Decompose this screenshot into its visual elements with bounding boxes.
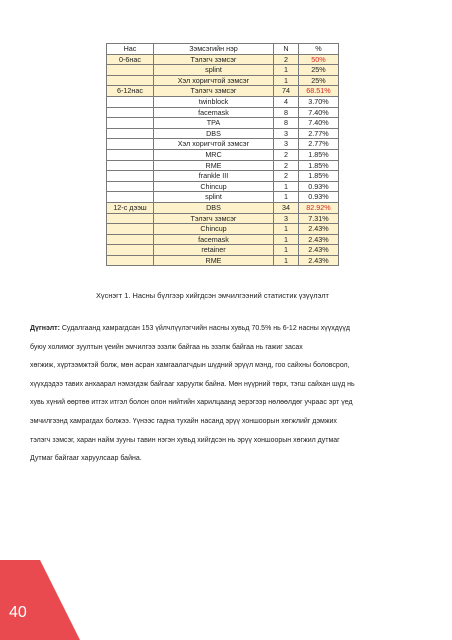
table-row <box>107 202 339 213</box>
count-cell: 2 <box>274 54 299 65</box>
percent-cell: 2.43% <box>299 255 339 266</box>
age-cell <box>107 118 154 129</box>
appliance-cell: Тэлэгч зэмсэг <box>154 54 274 65</box>
age-cell <box>107 128 154 139</box>
appliance-cell: Хэл хоригчтой зэмсэг <box>154 75 274 86</box>
percent-cell: 7.40% <box>299 118 339 129</box>
header-age: Нас <box>107 44 154 55</box>
appliance-cell: frankle III <box>154 171 274 182</box>
page-number: 40 <box>9 604 27 621</box>
count-cell: 3 <box>274 213 299 224</box>
count-cell: 2 <box>274 149 299 160</box>
table-row <box>107 160 339 171</box>
table-row <box>107 54 339 65</box>
percent-cell: 2.43% <box>299 245 339 256</box>
table-row <box>107 75 339 86</box>
age-cell: 12-с дээш <box>107 202 154 213</box>
count-cell: 1 <box>274 65 299 76</box>
appliance-cell: MRC <box>154 149 274 160</box>
count-cell: 1 <box>274 245 299 256</box>
age-cell <box>107 149 154 160</box>
percent-cell: 7.40% <box>299 107 339 118</box>
age-cell <box>107 75 154 86</box>
percent-cell: 0.93% <box>299 181 339 192</box>
percent-cell: 3.70% <box>299 96 339 107</box>
conclusion-line: эмчилгээнд хамрагдах болжээ. Үүнээс гадна тухайн насанд эрүү хоншоорын хөгжлийг дэмжих <box>30 417 337 425</box>
age-cell <box>107 255 154 266</box>
table-row <box>107 107 339 118</box>
percent-cell: 25% <box>299 75 339 86</box>
appliance-cell: twinblock <box>154 96 274 107</box>
conclusion-line: буюу холимог зуултын үеийн эмчилгээ эзэлж байгаа нь эзэлж байгаа нь гажиг засах <box>30 343 303 351</box>
table-row <box>107 234 339 245</box>
age-cell <box>107 65 154 76</box>
table-row <box>107 245 339 256</box>
age-cell <box>107 160 154 171</box>
page-corner-decoration <box>0 560 80 640</box>
appliance-cell: facemask <box>154 107 274 118</box>
appliance-cell: RME <box>154 255 274 266</box>
appliance-cell: retainer <box>154 245 274 256</box>
age-cell <box>107 107 154 118</box>
count-cell: 1 <box>274 255 299 266</box>
table-row <box>107 149 339 160</box>
age-cell <box>107 192 154 203</box>
header-percent: % <box>299 44 339 55</box>
conclusion-line: хүүхдэдээ тавих анхаарал нэмэгдэж байгааг харуулж байна. Мөн нүүрний төрх, тэгш сайхан шүд нь <box>30 380 355 388</box>
conclusion-line: хөгжиж, хүртээмжтэй болж, мөн асран хамгаалагчдын шүдний эрүүл мэнд, гоо сайхны боловсрол, <box>30 362 350 370</box>
appliance-cell: Тэлэгч зэмсэг <box>154 86 274 97</box>
appliance-cell: DBS <box>154 202 274 213</box>
appliance-cell: RME <box>154 160 274 171</box>
percent-cell: 1.85% <box>299 149 339 160</box>
appliance-cell: splint <box>154 192 274 203</box>
appliance-cell: Хэл хоригчтой зэмсэг <box>154 139 274 150</box>
conclusion-line: Судалгаанд хамрагдсан 153 үйлчлүүлэгчийн насны хувьд 70.5% нь 6-12 насны хүүхдүүд <box>59 325 350 332</box>
percent-cell: 1.85% <box>299 160 339 171</box>
table-row <box>107 224 339 235</box>
count-cell: 1 <box>274 75 299 86</box>
percent-cell: 1.85% <box>299 171 339 182</box>
percent-cell: 68.51% <box>299 86 339 97</box>
statistics-table <box>106 43 339 266</box>
count-cell: 3 <box>274 139 299 150</box>
age-cell <box>107 96 154 107</box>
percent-cell: 50% <box>299 54 339 65</box>
table-row <box>107 65 339 76</box>
appliance-cell: TPA <box>154 118 274 129</box>
appliance-cell: Chincup <box>154 224 274 235</box>
table-row <box>107 255 339 266</box>
age-cell: 0-6нас <box>107 54 154 65</box>
table-row <box>107 128 339 139</box>
percent-cell: 25% <box>299 65 339 76</box>
conclusion-label: Дүгнэлт: <box>30 325 60 332</box>
header-appliance: Зэмсэгийн нэр <box>154 44 274 55</box>
table-row <box>107 118 339 129</box>
appliance-cell: splint <box>154 65 274 76</box>
appliance-cell: Тэлэгч зэмсэг <box>154 213 274 224</box>
age-cell: 6-12нас <box>107 86 154 97</box>
count-cell: 4 <box>274 96 299 107</box>
header-n: N <box>274 44 299 55</box>
count-cell: 2 <box>274 160 299 171</box>
percent-cell: 82.92% <box>299 202 339 213</box>
age-cell <box>107 213 154 224</box>
age-cell <box>107 181 154 192</box>
count-cell: 2 <box>274 171 299 182</box>
count-cell: 8 <box>274 107 299 118</box>
count-cell: 3 <box>274 128 299 139</box>
table-row <box>107 139 339 150</box>
count-cell: 34 <box>274 202 299 213</box>
table-row <box>107 96 339 107</box>
percent-cell: 0.93% <box>299 192 339 203</box>
count-cell: 74 <box>274 86 299 97</box>
age-cell <box>107 224 154 235</box>
age-cell <box>107 171 154 182</box>
age-cell <box>107 234 154 245</box>
conclusion-line: тэлэгч зэмсэг, харан найм зууны тавин нэгэн хувьд хийгдсэн нь эрүү хоншоорын хөгжил дутмаг <box>30 436 340 444</box>
count-cell: 1 <box>274 234 299 245</box>
table-row <box>107 181 339 192</box>
appliance-cell: DBS <box>154 128 274 139</box>
percent-cell: 2.43% <box>299 224 339 235</box>
percent-cell: 7.31% <box>299 213 339 224</box>
table-row <box>107 86 339 97</box>
count-cell: 1 <box>274 181 299 192</box>
table-row <box>107 192 339 203</box>
table-row <box>107 171 339 182</box>
percent-cell: 2.77% <box>299 139 339 150</box>
table-row <box>107 213 339 224</box>
appliance-cell: facemask <box>154 234 274 245</box>
conclusion-line: хувь хүний өөртөө итгэх итгэл болон олон нийтийн харилцаанд эерэгээр нөлөөлдөг учраас эрт үед <box>30 399 353 407</box>
table-header-row <box>107 44 339 55</box>
age-cell <box>107 245 154 256</box>
table-caption: Хүснэгт 1. Насны бүлгээр хийгдсэн эмчилгээний статистик үзүүлэлт <box>96 291 329 300</box>
conclusion-paragraph <box>30 320 422 469</box>
age-cell <box>107 139 154 150</box>
percent-cell: 2.43% <box>299 234 339 245</box>
percent-cell: 2.77% <box>299 128 339 139</box>
conclusion-line: Дутмаг байгааг харуулсаар байна. <box>30 455 142 463</box>
count-cell: 8 <box>274 118 299 129</box>
count-cell: 1 <box>274 224 299 235</box>
count-cell: 1 <box>274 192 299 203</box>
appliance-cell: Chincup <box>154 181 274 192</box>
